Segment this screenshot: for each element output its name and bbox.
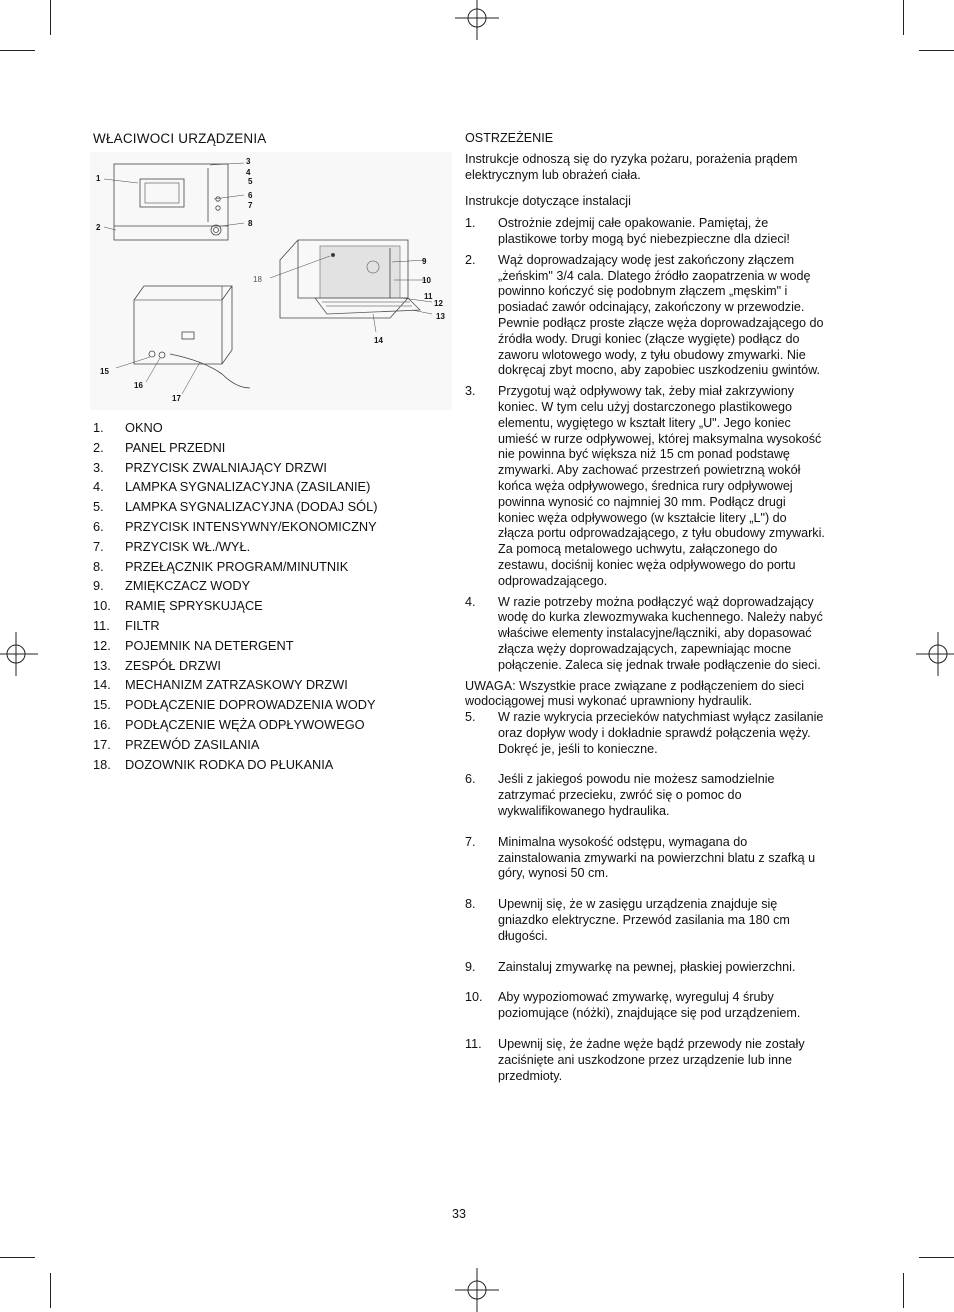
list-item — [465, 897, 825, 944]
registration-mark-icon — [455, 1268, 499, 1312]
step-text: Upewnij się, że żadne węże bądź przewody nie zostały zaciśnięte ani uszkodzone przez urządzenie lub inne przedmioty. — [498, 1037, 805, 1083]
callout-label: 18 — [253, 275, 262, 284]
item-label: PRZEŁĄCZNIK PROGRAM/MINUTNIK — [125, 558, 349, 574]
item-number: 9. — [93, 578, 104, 594]
list-item — [93, 658, 433, 678]
step-number: 7. — [465, 834, 476, 849]
list-item — [465, 990, 825, 1022]
dishwasher-rear-view — [116, 286, 250, 394]
callout-label: 11 — [424, 292, 433, 301]
step-number: 11. — [465, 1037, 482, 1052]
list-item — [93, 717, 433, 737]
item-number: 1. — [93, 420, 104, 435]
step-text: Upewnij się, że w zasięgu urządzenia znajduje się gniazdko elektryczne. Przewód zasilania ma 180 cm długości. — [498, 897, 790, 943]
list-item — [93, 440, 433, 460]
dishwasher-diagram — [90, 152, 452, 410]
step-text: W razie potrzeby można podłączyć wąż doprowadzający wodę do kurka zlewozmywaka kuchennego. Należy nabyć właściwe elementy instalacyjne/łączniki, aby dopasować złącza węży doprowadzających, zapewniając mocne połączenie. Zaleca się jednak trwałe podłączenie do sieci. — [498, 594, 823, 672]
crop-mark — [903, 0, 904, 35]
step-text: Ostrożnie zdejmij całe opakowanie. Pamiętaj, że plastikowe torby mogą być niebezpieczne dla dzieci! — [498, 216, 790, 246]
item-number: 13. — [93, 657, 111, 673]
item-number: 17. — [93, 736, 111, 752]
list-item — [93, 618, 433, 638]
list-item — [465, 384, 825, 589]
warning-heading: OSTRZEŻENIE — [465, 131, 554, 145]
item-number: 3. — [93, 459, 104, 475]
list-item — [93, 519, 433, 539]
list-item — [465, 216, 825, 248]
list-item — [93, 420, 433, 440]
callout-label: 10 — [422, 276, 431, 285]
item-label: PRZYCISK WŁ./WYŁ. — [125, 538, 251, 554]
item-label: ZESPÓŁ DRZWI — [125, 657, 221, 673]
registration-mark-icon — [0, 632, 38, 676]
step-text: Wąż doprowadzający wodę jest zakończony złączem „żeńskim" 3/4 cala. Dlatego źródło zaopatrzenia w wodę powinno kończyć się podobnym złączem „męskim" i posiadać zawór odcinający, zakończony w przewodzie. Pewnie podłącz proste złącze węża doprowadzającego do źródła wody. Drugi koniec (złącze wygięte) podłącz do zaworu wlotowego wody, z tyłu obudowy zmywarki. Nie dokręcaj zbyt mocno, aby zapobiec uszkodzeniu gwintów. — [498, 252, 824, 378]
item-label: ZMIĘKCZACZ WODY — [125, 578, 251, 594]
list-item — [93, 757, 433, 777]
callout-label: 8 — [248, 219, 253, 228]
step-text: Zainstaluj zmywarkę na pewnej, płaskiej powierzchni. — [498, 959, 796, 974]
dishwasher-open-view — [270, 240, 432, 332]
list-item — [93, 539, 433, 559]
item-label: DOZOWNIK RODKA DO PŁUKANIA — [125, 756, 334, 772]
list-item — [93, 479, 433, 499]
step-number: 5. — [465, 710, 476, 725]
callout-label: 16 — [134, 381, 143, 390]
callout-label: 3 — [246, 157, 251, 166]
list-item — [93, 578, 433, 598]
installation-section — [465, 131, 825, 1088]
item-number: 6. — [93, 518, 104, 534]
step-number: 2. — [465, 252, 476, 267]
callout-label: 1 — [96, 174, 101, 183]
crop-mark — [0, 50, 35, 51]
item-label: LAMPKA SYGNALIZACYJNA (ZASILANIE) — [125, 479, 371, 495]
step-text: Minimalna wysokość odstępu, wymagana do zainstalowania zmywarki na powierzchni blatu z szafką u góry, wynosi 50 cm. — [498, 834, 816, 881]
item-number: 10. — [93, 598, 111, 614]
item-number: 11. — [93, 617, 110, 633]
callout-label: 17 — [172, 394, 181, 403]
callout-label: 15 — [100, 367, 109, 376]
list-item — [465, 1037, 825, 1084]
item-number: 2. — [93, 439, 104, 455]
step-text: W razie wykrycia przecieków natychmiast wyłącz zasilanie oraz dopływ wody i dokładnie sprawdź połączenia węży. Dokręć je, jeśli to konieczne. — [498, 710, 824, 756]
step-number: 4. — [465, 594, 476, 609]
step-text: Jeśli z jakiegoś powodu nie możesz samodzielnie zatrzymać przecieku, zwróć się o pomoc do wykwalifikowanego hydraulika. — [498, 772, 775, 819]
item-number: 18. — [93, 756, 111, 772]
item-number: 12. — [93, 637, 111, 653]
callout-label: 7 — [248, 201, 253, 210]
list-item — [93, 677, 433, 697]
list-item — [93, 638, 433, 658]
item-number: 15. — [93, 697, 111, 713]
list-item — [93, 499, 433, 519]
callout-label: 2 — [96, 223, 101, 232]
item-number: 16. — [93, 716, 111, 732]
callout-label: 13 — [436, 312, 445, 321]
item-number: 8. — [93, 558, 104, 574]
registration-mark-icon — [455, 0, 499, 40]
list-item — [465, 595, 825, 674]
step-number: 1. — [465, 216, 476, 231]
item-number: 4. — [93, 479, 104, 495]
list-item — [93, 598, 433, 618]
list-item — [465, 710, 825, 757]
installation-subheading: Instrukcje dotyczące instalacji — [465, 194, 631, 209]
item-label: PRZYCISK INTENSYWNY/EKONOMICZNY — [125, 518, 377, 534]
warning-intro: Instrukcje odnoszą się do ryzyka pożaru, porażenia prądem elektrycznym lub obrażeń ciała. — [465, 151, 798, 182]
list-item — [465, 253, 825, 379]
callout-label: 4 — [246, 168, 251, 177]
step-text: Przygotuj wąż odpływowy tak, żeby miał zakrzywiony koniec. W tym celu użyj dostarczonego plastikowego elementu, wygiętego w kształt litery „U". Jego koniec umieść w rurze odpływowej, której maksymalna wysokość nie powinna być większa niż 15 cm ponad podstawę zmywarki. Aby zachować przestrzeń powietrzną wokół końca węża odpływowego, średnica rury odpływowej powinna wynosić co najmniej 30 mm. Podłącz drugi koniec węża odpływowego (w kształcie litery „L") do złącza portu odprowadzającego, z tyłu obudowy zmywarki. Za pomocą metalowego uchwytu, załączonego do zestawu, dociśnij koniec węża odpływowego do portu odprowadzającego. — [498, 384, 825, 588]
callout-label: 12 — [434, 299, 443, 308]
list-item — [465, 835, 825, 882]
step-number: 8. — [465, 897, 476, 912]
step-number: 6. — [465, 772, 476, 787]
item-number: 7. — [93, 538, 104, 554]
installation-steps — [465, 710, 825, 1084]
page-number: 33 — [452, 1207, 466, 1221]
step-number: 3. — [465, 384, 476, 399]
item-label: PODŁĄCZENIE WĘŻA ODPŁYWOWEGO — [125, 716, 365, 732]
crop-mark — [919, 50, 954, 51]
item-label: PANEL PRZEDNI — [125, 439, 226, 455]
item-label: LAMPKA SYGNALIZACYJNA (DODAJ SÓL) — [125, 499, 378, 515]
crop-mark — [903, 1273, 904, 1308]
parts-list — [93, 420, 433, 776]
item-number: 5. — [93, 499, 104, 515]
crop-mark — [50, 1273, 51, 1308]
item-label: FILTR — [125, 617, 160, 633]
item-label: OKNO — [125, 420, 163, 435]
step-number: 10. — [465, 990, 483, 1005]
callout-label: 14 — [374, 336, 383, 345]
crop-mark — [50, 0, 51, 35]
item-label: POJEMNIK NA DETERGENT — [125, 637, 294, 653]
list-item — [465, 960, 825, 976]
list-item — [93, 559, 433, 579]
registration-mark-icon — [916, 632, 954, 676]
section-title: WŁACIWOCI URZĄDZENIA — [93, 131, 267, 146]
step-text: Aby wypoziomować zmywarkę, wyreguluj 4 śruby poziomujące (nóżki), znajdujące się pod urządzeniem. — [498, 990, 801, 1021]
item-label: RAMIĘ SPRYSKUJĄCE — [125, 598, 263, 614]
item-label: MECHANIZM ZATRZASKOWY DRZWI — [125, 677, 348, 693]
item-label: PODŁĄCZENIE DOPROWADZENIA WODY — [125, 697, 376, 713]
step-number: 9. — [465, 959, 476, 974]
list-item — [465, 772, 825, 819]
item-label: PRZYCISK ZWALNIAJĄCY DRZWI — [125, 459, 327, 475]
item-number: 14. — [93, 677, 111, 693]
callout-label: 9 — [422, 257, 427, 266]
installation-steps — [465, 216, 825, 673]
callout-label: 6 — [248, 191, 253, 200]
plumber-note: UWAGA: Wszystkie prace związane z podłączeniem do sieci wodociągowej musi wykonać uprawniony hydraulik. — [465, 678, 804, 709]
crop-mark — [0, 1257, 35, 1258]
list-item — [93, 737, 433, 757]
list-item — [93, 460, 433, 480]
crop-mark — [919, 1257, 954, 1258]
item-label: PRZEWÓD ZASILANIA — [125, 736, 260, 752]
dishwasher-front-view — [104, 163, 244, 240]
callout-label: 5 — [248, 177, 253, 186]
list-item — [93, 697, 433, 717]
